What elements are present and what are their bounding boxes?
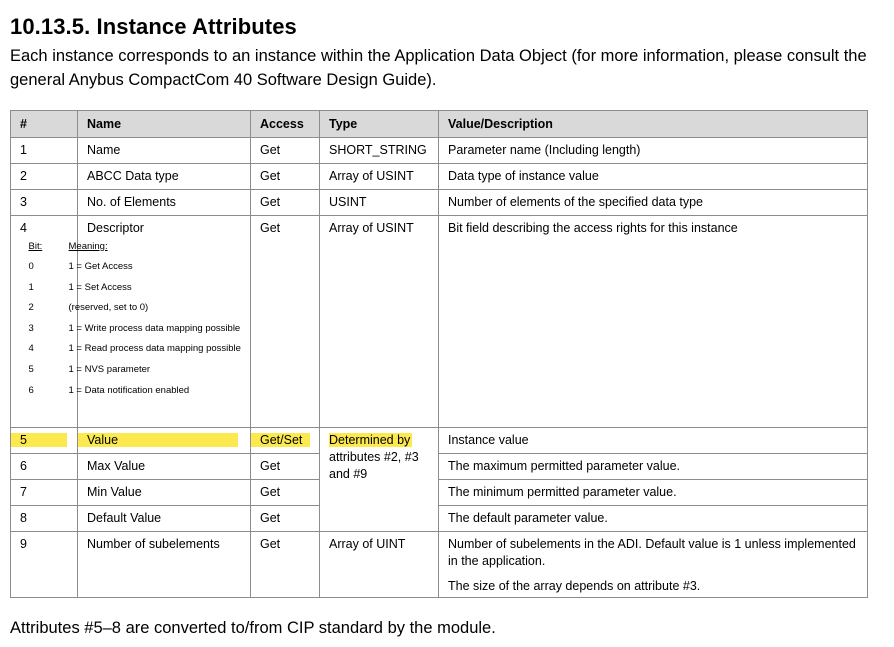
bit-row <box>29 282 886 303</box>
cell-access: Get <box>251 454 320 480</box>
cell-name: Name <box>78 138 251 164</box>
intro-paragraph: Each instance corresponds to an instance within the Application Data Object (for more information, please consult the general Anybus CompactCom 40 Software Design Guide). <box>10 47 867 89</box>
cell-name: Number of subelements <box>78 532 251 598</box>
column-header-name: Name <box>78 111 251 138</box>
table-row <box>11 506 868 532</box>
bit-meaning: 1 = Data notification enabled <box>68 384 190 396</box>
cell-access: Get <box>251 480 320 506</box>
footer-note: Attributes #5–8 are converted to/from CIP standard by the module. <box>10 619 496 637</box>
table-row-highlighted <box>11 428 868 454</box>
type-line-3: and #9 <box>329 467 368 481</box>
cell-access <box>251 428 320 454</box>
table-row <box>11 216 868 428</box>
column-header-description: Value/Description <box>439 111 868 138</box>
meaning-header: Meaning: <box>68 240 108 252</box>
bit-meaning: 1 = Set Access <box>68 281 132 293</box>
bit-meaning: 1 = Read process data mapping possible <box>68 343 241 355</box>
cell-number: 1 <box>11 138 78 164</box>
cell-number: 6 <box>11 454 78 480</box>
bit-number: 4 <box>28 343 34 355</box>
bit-meaning: 1 = NVS parameter <box>68 364 151 376</box>
cell-access: Get <box>251 138 320 164</box>
cell-name: Default Value <box>78 506 251 532</box>
cell-description: Instance value <box>439 428 868 454</box>
cell-type: SHORT_STRING <box>320 138 439 164</box>
type-line-1-text: Determined by <box>329 433 411 447</box>
cell-type: Array of USINT <box>320 216 439 428</box>
bit-row <box>29 343 886 364</box>
bit-meaning: 1 = Get Access <box>68 261 133 273</box>
bit-row <box>29 364 886 385</box>
table-row <box>11 164 868 190</box>
bit-number: 6 <box>28 384 34 396</box>
table-row <box>11 532 868 598</box>
bit-number: 3 <box>28 322 34 334</box>
cell-access: Get <box>251 216 320 428</box>
type-line-1 <box>329 432 429 449</box>
cell-type: Array of USINT <box>320 164 439 190</box>
bit-number: 0 <box>28 261 34 273</box>
bit-row <box>29 261 886 282</box>
cell-number: 3 <box>11 190 78 216</box>
cell-number: 2 <box>11 164 78 190</box>
bit-number: 5 <box>28 364 34 376</box>
cell-number: 7 <box>11 480 78 506</box>
cell-description: Parameter name (Including length) <box>439 138 868 164</box>
table-header-row <box>11 111 868 138</box>
cell-name <box>78 428 251 454</box>
cell-name: Max Value <box>78 454 251 480</box>
table-row <box>11 480 868 506</box>
cell-description: The maximum permitted parameter value. <box>439 454 868 480</box>
cell-name: Descriptor <box>78 216 251 428</box>
subelements-array-size-note: The size of the array depends on attribute #3. <box>448 579 701 593</box>
table-row <box>11 190 868 216</box>
cell-number <box>11 428 78 454</box>
column-header-access: Access <box>251 111 320 138</box>
bit-header: Bit: <box>28 240 43 252</box>
cell-access: Get <box>251 164 320 190</box>
cell-description <box>439 532 868 598</box>
cell-number: 4 <box>11 216 78 428</box>
cell-description: The minimum permitted parameter value. <box>439 480 868 506</box>
section-heading: 10.13.5. Instance Attributes <box>10 14 297 39</box>
bit-row <box>29 385 886 406</box>
cell-number: 9 <box>11 532 78 598</box>
highlight-number: 5 <box>11 433 67 447</box>
cell-name: No. of Elements <box>78 190 251 216</box>
bit-meaning: 1 = Write process data mapping possible <box>68 322 241 334</box>
cell-description: Data type of instance value <box>439 164 868 190</box>
table-row <box>11 138 868 164</box>
cell-access: Get <box>251 506 320 532</box>
descriptor-description: Bit field describing the access rights for this instance <box>448 221 738 235</box>
table-row <box>11 454 868 480</box>
cell-description: The default parameter value. <box>439 506 868 532</box>
highlight-access: Get/Set <box>251 433 310 447</box>
bit-row <box>29 323 886 344</box>
type-line-2: attributes #2, #3 <box>329 450 419 464</box>
bit-meaning-table <box>29 241 886 406</box>
cell-type-merged <box>320 428 439 532</box>
bit-meaning: (reserved, set to 0) <box>68 302 149 314</box>
bit-row <box>29 302 886 323</box>
instance-attributes-table <box>10 110 868 598</box>
cell-name: ABCC Data type <box>78 164 251 190</box>
cell-type: USINT <box>320 190 439 216</box>
cell-number: 8 <box>11 506 78 532</box>
column-header-type: Type <box>320 111 439 138</box>
cell-description: Number of elements of the specified data type <box>439 190 868 216</box>
bit-number: 1 <box>28 281 34 293</box>
cell-access: Get <box>251 190 320 216</box>
cell-name: Min Value <box>78 480 251 506</box>
cell-type: Array of UINT <box>320 532 439 598</box>
bit-number: 2 <box>28 302 34 314</box>
cell-access: Get <box>251 532 320 598</box>
column-header-number: # <box>11 111 78 138</box>
subelements-description: Number of subelements in the ADI. Default value is 1 unless implemented in the application. <box>448 537 856 568</box>
highlight-name: Value <box>78 433 238 447</box>
